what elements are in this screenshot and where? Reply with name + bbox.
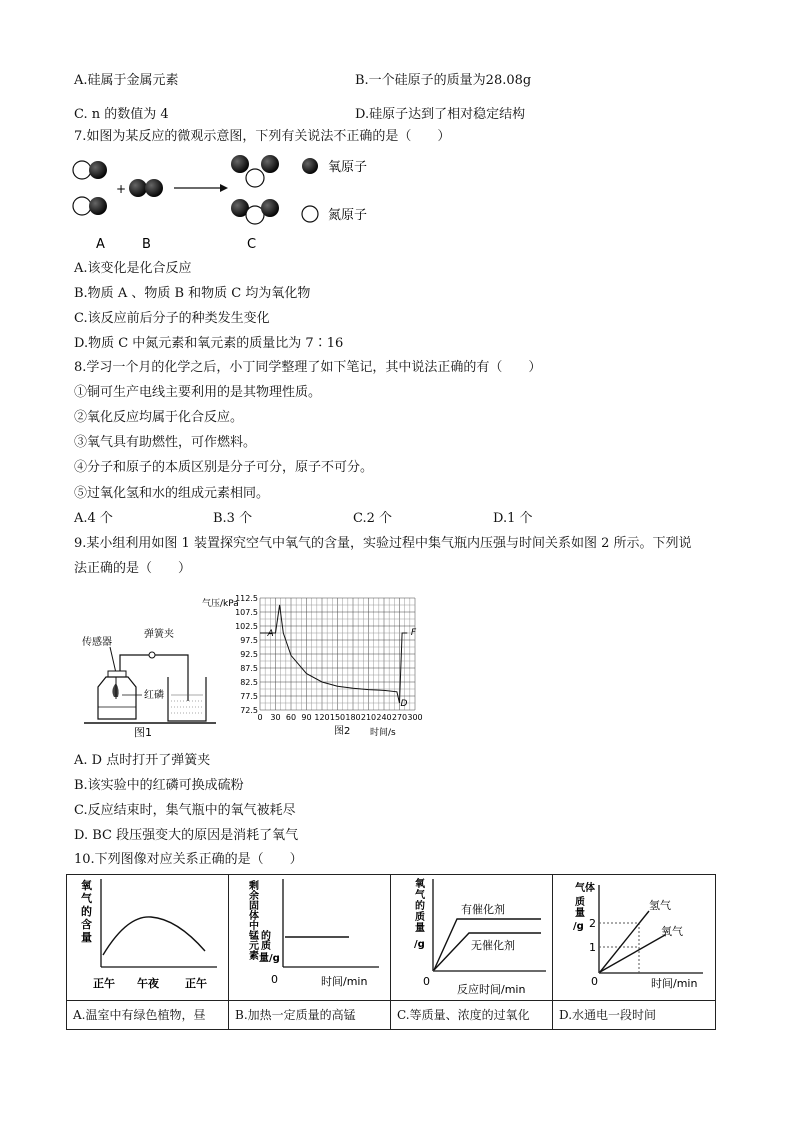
svg-text:中: 中 [249,921,259,932]
x-tick-label: 150 [329,713,346,722]
q8-item-2: ②氧化反应均属于化合反应。 [74,410,244,425]
svg-text:氧: 氧 [415,879,425,890]
q8-item-4: ④分子和原子的本质区别是分子可分，原子不可分。 [74,460,374,475]
chart-y-axis-label: 气压/kPa [202,599,239,609]
fig2-caption: 图2 [334,726,351,737]
q10-graph-c [391,875,553,1000]
x-tick-label: 60 [285,713,297,722]
svg-text:+: + [116,182,127,196]
svg-text:/g: /g [414,939,425,950]
q6-option-b: B.一个硅原子的质量为28.08g [355,73,532,88]
svg-text:体: 体 [249,911,259,922]
molecule-b [129,179,163,197]
svg-text:有催化剂: 有催化剂 [461,903,505,916]
svg-text:的: 的 [81,905,92,918]
q10-caption-a: A.温室中有绿色植物，昼 [67,1000,229,1030]
molecule-a-1 [73,161,107,179]
svg-text:无催化剂: 无催化剂 [471,939,515,952]
svg-text:素: 素 [249,951,259,962]
q6-option-d: D.硅原子达到了相对稳定结构 [355,107,526,122]
q7-option-d: D.物质 C 中氮元素和氧元素的质量比为 7∶16 [74,336,344,351]
label-a: A [96,237,105,252]
svg-text:固: 固 [249,901,259,912]
q9-stem-line1: 9.某小组利用如图 1 装置探究空气中氧气的含量，实验过程中集气瓶内压强与时间关系如图 2 所示。下列说 [74,536,692,551]
legend-oxygen-atom-icon [302,158,318,174]
svg-text:氢气: 氢气 [649,899,671,912]
phosphorus-label: 红磷 [144,690,164,701]
svg-text:时间/min: 时间/min [651,977,698,990]
q7-stem: 7.如图为某反应的微观示意图，下列有关说法不正确的是（ ） [74,129,451,144]
svg-text:含: 含 [81,918,92,931]
svg-text:的: 的 [261,931,271,942]
q7-option-b: B.物质 A 、物质 B 和物质 C 均为氧化物 [74,286,311,301]
q10-caption-c: C.等质量、浓度的过氧化 [391,1000,553,1030]
q8-option-c: C.2 个 [353,511,393,526]
gas-bottle [98,677,136,719]
x-tick-label: 210 [360,713,377,722]
oxygen-content-curve [103,917,205,955]
svg-text:质: 质 [261,941,271,952]
clamp-icon [149,652,155,658]
q8-item-1: ①铜可生产电线主要利用的是其物理性质。 [74,385,322,400]
y-tick-label: 82.5 [240,678,258,687]
svg-text:质: 质 [575,897,585,908]
x-tick-label: 300 [407,713,423,722]
y-tick-label: 102.5 [235,622,258,631]
legend-nitrogen-label: 氮原子 [328,208,368,223]
q9-option-b: B.该实验中的红磷可换成硫粉 [74,778,244,793]
svg-text:氧气: 氧气 [661,925,683,938]
y-tick-label: 87.5 [240,664,258,673]
svg-text:/g: /g [573,921,584,932]
q9-option-d: D. BC 段压强变大的原因是消耗了氧气 [74,828,299,843]
svg-text:气: 气 [81,892,92,905]
y-tick-label: 107.5 [235,608,258,617]
q10-graph-table [66,874,716,1030]
svg-text:1: 1 [589,941,596,954]
q7-option-a: A.该变化是化合反应 [74,261,192,276]
svg-text:午夜: 午夜 [137,977,159,990]
svg-text:质: 质 [415,912,425,923]
q8-item-3: ③氧气具有助燃性，可作燃料。 [74,435,257,450]
x-tick-label: 180 [345,713,361,722]
svg-text:气: 气 [415,890,425,901]
fig1-caption: 图1 [134,726,152,739]
x-tick-label: 0 [257,713,263,722]
q7-option-c: C.该反应前后分子的种类发生变化 [74,311,270,326]
sensor-label: 传感器 [82,637,112,648]
y-tick-label: 77.5 [240,692,258,701]
svg-text:反应时间/min: 反应时间/min [457,983,526,996]
svg-text:0: 0 [423,975,430,988]
y-tick-label: 72.5 [240,706,258,715]
legend-nitrogen-atom-icon [302,206,318,222]
point-f-label: F [410,628,417,638]
svg-text:0: 0 [591,975,598,988]
svg-text:元: 元 [249,941,259,952]
svg-text:量: 量 [81,931,92,944]
label-c: C [247,237,257,252]
svg-text:正午: 正午 [185,977,207,990]
x-tick-label: 270 [391,713,408,722]
q8-option-d: D.1 个 [493,511,533,526]
svg-text:0: 0 [271,973,278,986]
q8-stem: 8.学习一个月的化学之后，小丁同学整理了如下笔记，其中说法正确的有（ ） [74,360,542,375]
label-b: B [142,237,151,252]
q8-option-a: A.4 个 [74,511,113,526]
molecule-a-2 [73,197,107,215]
svg-text:正午: 正午 [93,977,115,990]
svg-text:锰: 锰 [249,931,259,942]
q9-option-a: A. D 点时打开了弹簧夹 [74,753,211,768]
y-tick-label: 97.5 [240,636,258,645]
svg-text:量/g: 量/g [259,953,280,964]
q10-stem: 10.下列图像对应关系正确的是（ ） [74,852,303,867]
q10-caption-d: D.水通电一段时间 [553,1000,715,1030]
q6-option-c: C. n 的数值为 4 [74,107,169,122]
svg-text:余: 余 [249,891,259,902]
y-tick-label: 92.5 [240,650,258,659]
y-tick-label: 112.5 [235,594,258,603]
q7-reaction-diagram [70,148,400,258]
svg-text:量: 量 [575,908,585,919]
q9-pressure-time-chart [200,588,430,738]
q6-option-a: A.硅属于金属元素 [74,73,179,88]
q10-graph-d [553,875,715,1000]
q8-option-b: B.3 个 [213,511,253,526]
q9-option-c: C.反应结束时，集气瓶中的氧气被耗尽 [74,803,296,818]
x-tick-label: 30 [270,713,281,722]
clamp-label: 弹簧夹 [144,629,174,640]
x-tick-label: 120 [314,713,330,722]
point-a-label: A [267,629,274,639]
svg-text:的: 的 [415,901,425,912]
q10-caption-b: B.加热一定质量的高锰 [229,1000,391,1030]
svg-text:2: 2 [589,917,596,930]
svg-text:剩: 剩 [249,881,259,892]
svg-text:体: 体 [585,883,595,894]
x-tick-label: 90 [301,713,312,722]
svg-text:气: 气 [575,883,585,894]
molecule-c-1 [231,155,279,187]
svg-text:量: 量 [415,923,425,934]
q9-stem-line2: 法正确的是（ ） [74,561,192,576]
chart-x-axis-label: 时间/s [370,728,396,738]
q10-graph-a [67,875,229,1000]
molecule-c-2 [231,199,279,224]
reaction-arrow [174,184,228,192]
x-tick-label: 240 [376,713,392,722]
hydrogen-line [600,911,649,972]
point-d-label: D [400,699,408,709]
oxygen-line [600,935,665,972]
q10-graph-b [229,875,391,1000]
legend-oxygen-label: 氧原子 [328,160,368,175]
svg-text:氧: 氧 [81,879,92,892]
q8-item-5: ⑤过氧化氢和水的组成元素相同。 [74,486,270,501]
svg-text:时间/min: 时间/min [321,975,368,988]
